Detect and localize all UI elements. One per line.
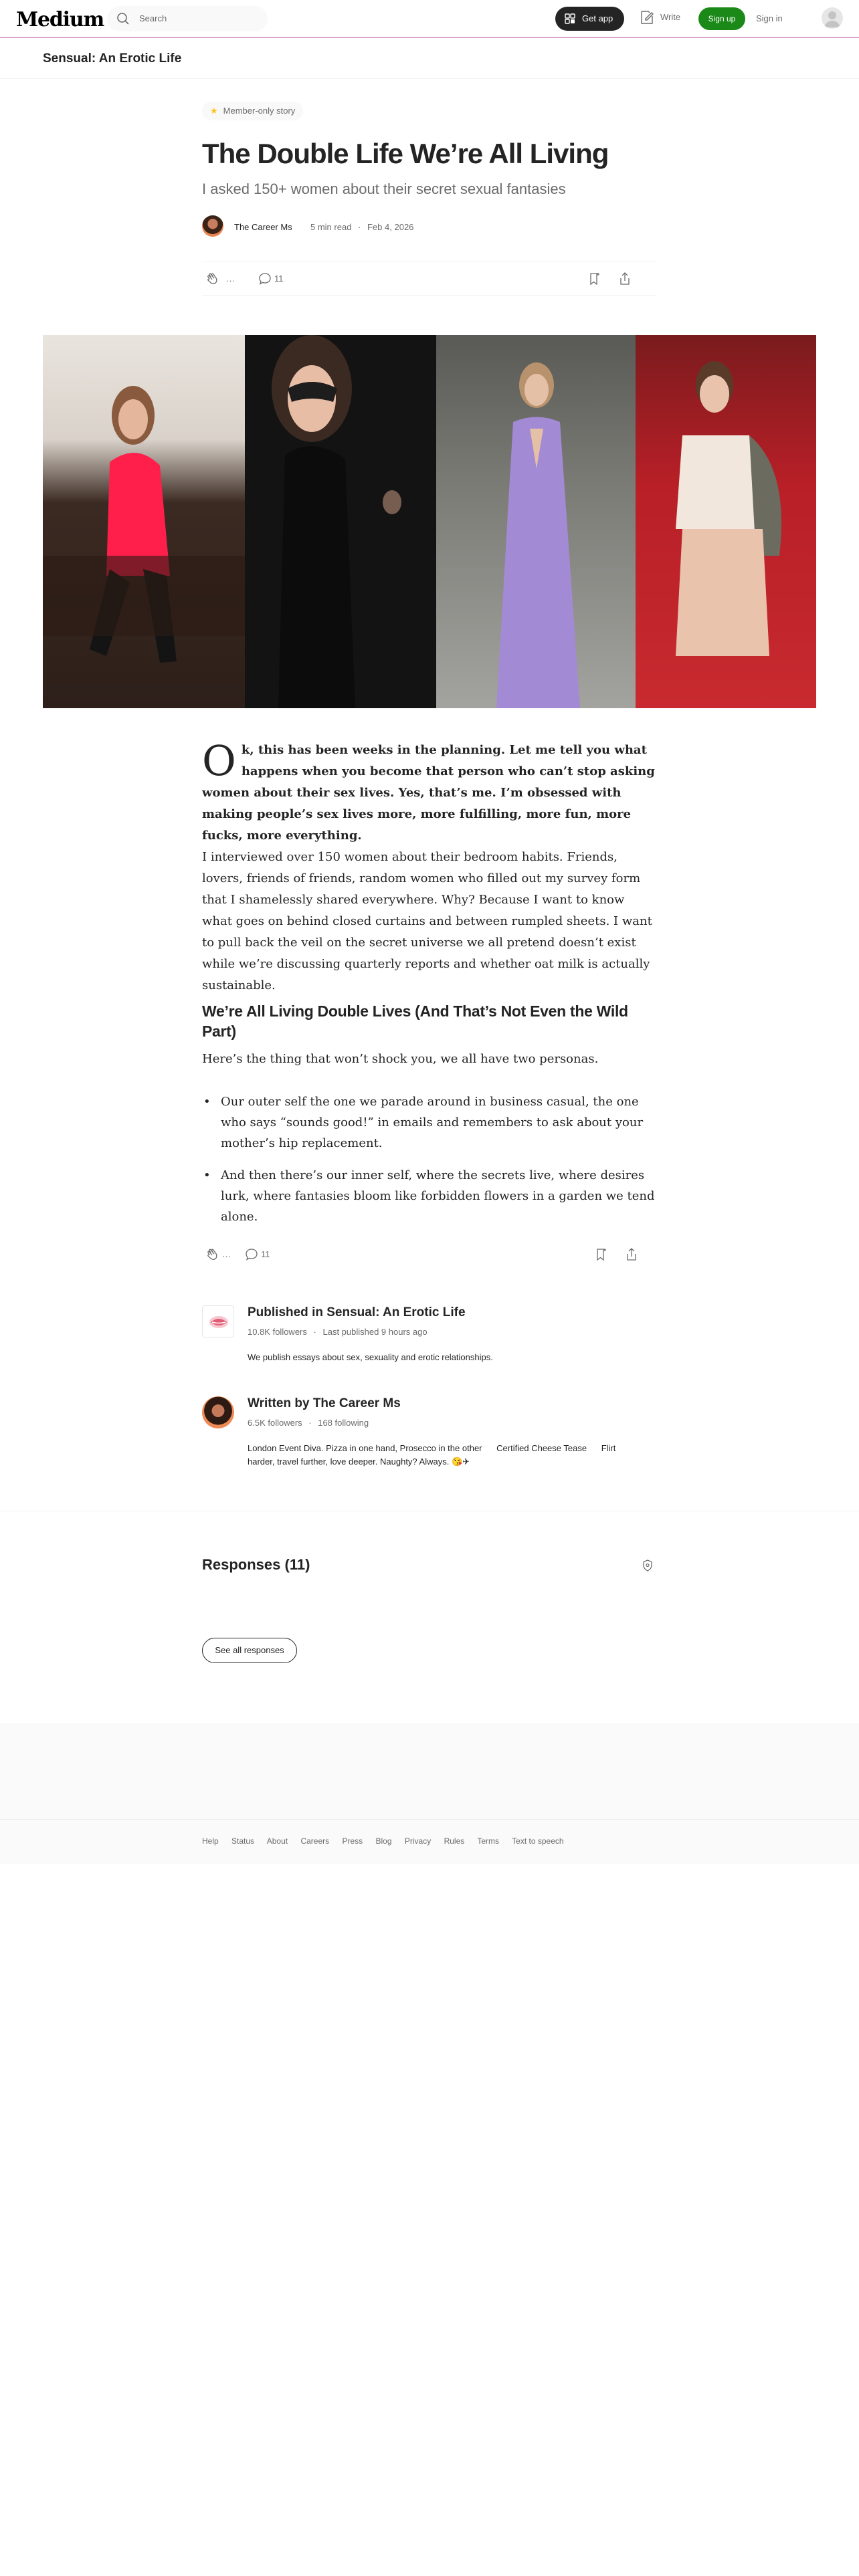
response-count: 11 bbox=[274, 274, 284, 284]
author-name[interactable]: The Career Ms bbox=[234, 222, 292, 232]
clap-count: … bbox=[226, 274, 235, 284]
article-action-bar-top bbox=[202, 261, 657, 296]
body-paragraph-2: Here’s the thing that won’t shock you, we all have two personas. bbox=[202, 1052, 599, 1066]
bookmark-icon[interactable] bbox=[586, 271, 602, 290]
article-action-bar-bottom bbox=[202, 1237, 657, 1272]
photo-panel-lavender-dress bbox=[436, 335, 636, 708]
author-card-title[interactable]: Written by The Career Ms bbox=[248, 1396, 401, 1410]
publication-followers[interactable]: 10.8K followers bbox=[248, 1327, 307, 1337]
author-card-meta bbox=[248, 1418, 369, 1428]
bullet-item: • Our outer self the one we parade around in business casual, the one who says “sounds good!” in emails and remembers to ask about your mother’s hip replacement. bbox=[221, 1091, 657, 1154]
drop-cap: O bbox=[202, 736, 236, 785]
footer-link-help[interactable]: Help bbox=[202, 1836, 219, 1846]
clap-icon[interactable] bbox=[205, 1247, 221, 1266]
write-icon bbox=[639, 9, 655, 27]
clap-icon[interactable] bbox=[205, 271, 221, 290]
get-app-label: Get app bbox=[582, 13, 613, 23]
footer-link-status[interactable]: Status bbox=[231, 1836, 255, 1846]
author-avatar[interactable] bbox=[202, 215, 223, 237]
footer-link-rules[interactable]: Rules bbox=[444, 1836, 465, 1846]
author-bio: London Event Diva. Pizza in one hand, Prosecco in the other Certified Cheese Tease Flirt harder, travel further, love deeper. Naughty? Always. 😘✈ bbox=[248, 1443, 619, 1467]
response-icon[interactable] bbox=[244, 1247, 260, 1266]
footer-link-about[interactable]: About bbox=[266, 1836, 288, 1846]
bullet-item: • And then there’s our inner self, where the secrets live, where desires lurk, where fantasies bloom like forbidden flowers in a garden we tend alone. bbox=[221, 1165, 657, 1227]
hero-image bbox=[43, 335, 816, 708]
section-heading: We’re All Living Double Lives (And That’s Not Even the Wild Part) bbox=[202, 1002, 628, 1040]
clap-count: … bbox=[222, 1249, 231, 1259]
responses-heading: Responses (11) bbox=[202, 1556, 310, 1573]
search-icon bbox=[116, 12, 130, 29]
body-paragraph: I interviewed over 150 women about their bedroom habits. Friends, lovers, friends of friends, random women who filled out my survey form that I shamelessly shared everywhere. Why? Because I want to know what goes on behind closed curtains and between rumpled sheets. I want to pull back the veil on the secret universe we all pretend doesn’t exist while we’re discussing quarterly reports and whether oat milk is actually sustainable. bbox=[202, 850, 652, 992]
publication-last-published: Last published 9 hours ago bbox=[322, 1327, 427, 1337]
read-time: 5 min read bbox=[310, 222, 352, 232]
article-meta: 5 min read · Feb 4, 2026 bbox=[310, 222, 414, 232]
lede-text: k, this has been weeks in the planning. Let me tell you what happens when you become that person who can’t stop asking women about their sex lives. Yes, that’s me. I’m obsessed with making people’s sex lives more, more fulfilling, more fun, more fucks, more everything. bbox=[202, 743, 655, 843]
member-only-label: Member-only story bbox=[223, 106, 296, 116]
shield-icon[interactable] bbox=[641, 1559, 654, 1576]
see-all-responses-button[interactable]: See all responses bbox=[202, 1638, 297, 1663]
sign-in-link[interactable]: Sign in bbox=[756, 13, 783, 23]
search-placeholder: Search bbox=[139, 13, 167, 23]
write-label: Write bbox=[660, 12, 681, 22]
footer-links bbox=[202, 1836, 575, 1846]
meta-separator: · bbox=[313, 1327, 316, 1337]
article-title: The Double Life We’re All Living bbox=[202, 138, 609, 169]
medium-logo[interactable]: Medium bbox=[16, 8, 104, 31]
search-input[interactable] bbox=[107, 6, 268, 31]
author-card-avatar[interactable] bbox=[202, 1396, 234, 1428]
publication-name[interactable]: Sensual: An Erotic Life bbox=[43, 51, 182, 66]
get-app-button[interactable] bbox=[555, 7, 624, 31]
publish-date: Feb 4, 2026 bbox=[367, 222, 414, 232]
footer-link-blog[interactable]: Blog bbox=[375, 1836, 392, 1846]
response-icon[interactable] bbox=[257, 271, 273, 290]
sign-up-button[interactable]: Sign up bbox=[698, 7, 745, 30]
footer-link-press[interactable]: Press bbox=[342, 1836, 363, 1846]
article-subtitle: I asked 150+ women about their secret sexual fantasies bbox=[202, 181, 566, 197]
member-only-badge bbox=[202, 102, 303, 120]
user-avatar-icon[interactable] bbox=[822, 7, 843, 29]
author-following[interactable]: 168 following bbox=[318, 1418, 369, 1428]
publication-card-title[interactable]: Published in Sensual: An Erotic Life bbox=[248, 1305, 466, 1319]
publication-description: We publish essays about sex, sexuality and erotic relationships. bbox=[248, 1352, 493, 1362]
photo-panel-red-dress bbox=[43, 335, 245, 708]
publication-logo[interactable] bbox=[202, 1305, 234, 1337]
meta-separator: · bbox=[308, 1418, 312, 1428]
author-followers[interactable]: 6.5K followers bbox=[248, 1418, 302, 1428]
footer-link-careers[interactable]: Careers bbox=[300, 1836, 330, 1846]
photo-panel-red-chair bbox=[636, 335, 816, 708]
bookmark-icon[interactable] bbox=[593, 1247, 609, 1266]
publication-card-meta bbox=[248, 1327, 427, 1337]
share-icon[interactable] bbox=[624, 1247, 640, 1266]
footer-link-privacy[interactable]: Privacy bbox=[404, 1836, 432, 1846]
lede-paragraph bbox=[202, 736, 657, 847]
response-count: 11 bbox=[261, 1249, 270, 1259]
footer-divider bbox=[0, 1819, 859, 1820]
star-icon: ★ bbox=[210, 106, 218, 116]
photo-panel-black-dress-mask bbox=[245, 335, 436, 708]
get-app-icon bbox=[565, 13, 575, 26]
share-icon[interactable] bbox=[617, 271, 633, 290]
footer-link-text-to-speech[interactable]: Text to speech bbox=[512, 1836, 564, 1846]
footer-link-terms[interactable]: Terms bbox=[477, 1836, 500, 1846]
